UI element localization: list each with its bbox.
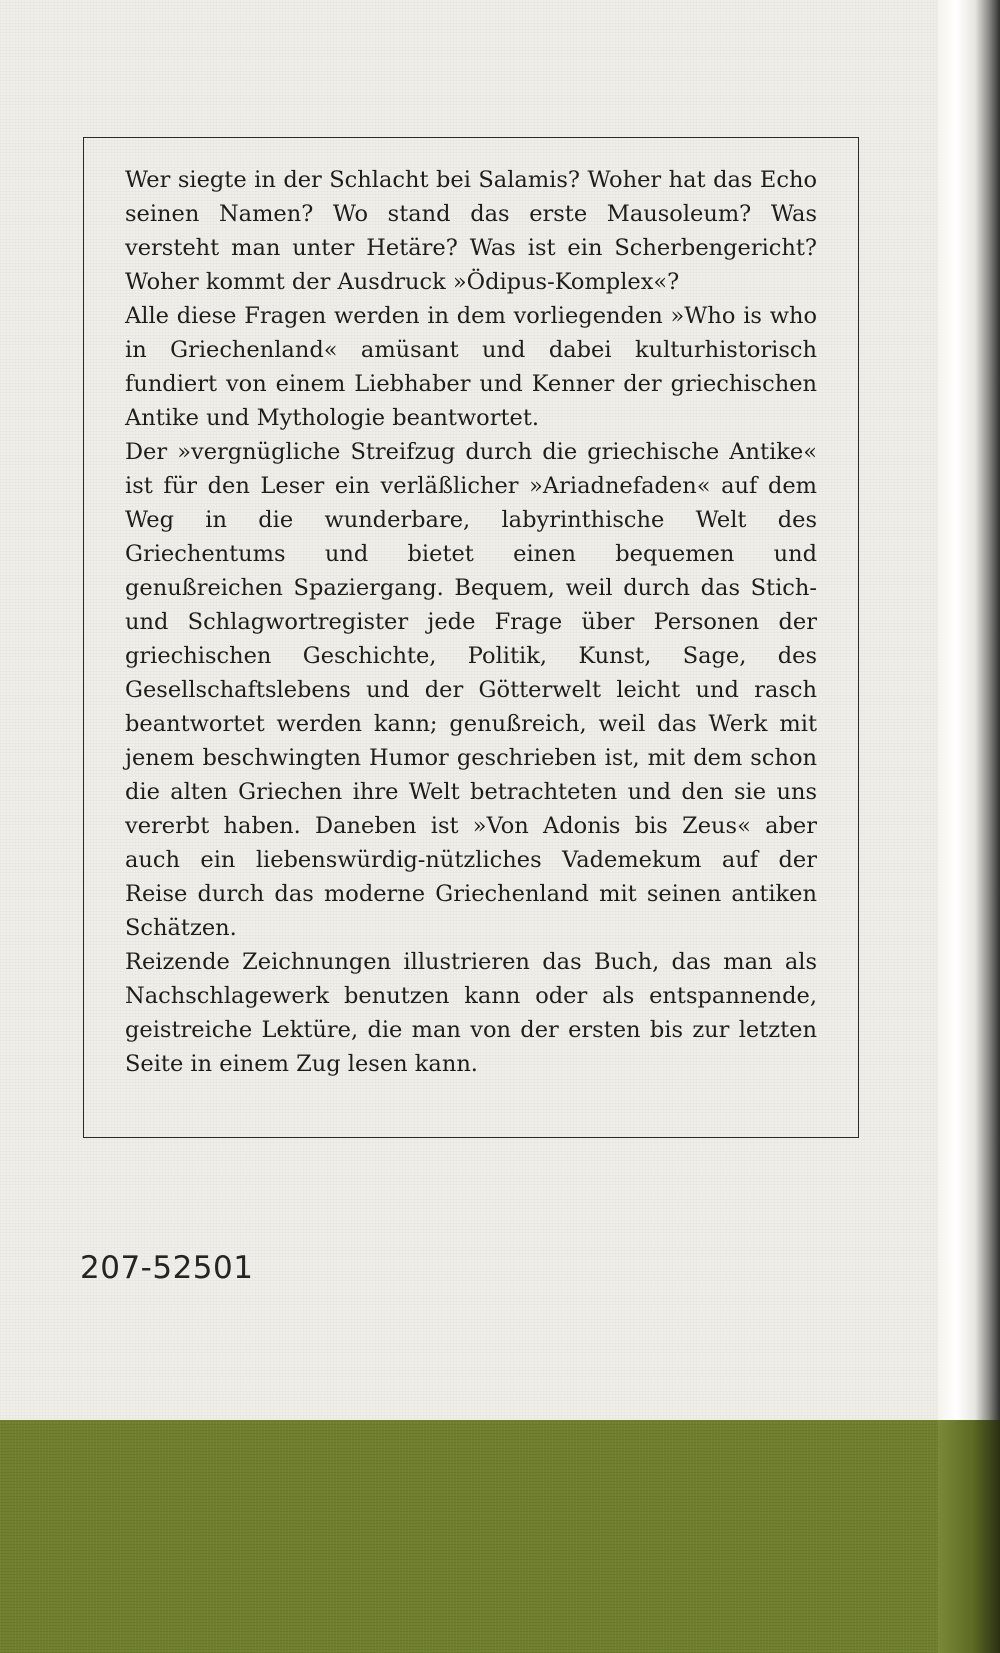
catalog-number: 207-52501 [80,1250,254,1286]
blurb-paragraph-who-is-who: Alle diese Fragen werden in dem vorliegenden »Who is who in Griechenland« amüsant und dabei kulturhistorisch fundiert von einem Liebhaber und Kenner der griechischen Antike und Mythologie beantwortet. [125,303,817,431]
blurb-text [125,163,817,1081]
spine-edge [938,0,1000,1653]
blurb-paragraph-questions: Wer siegte in der Schlacht bei Salamis? Woher hat das Echo seinen Namen? Wo stand das erste Mausoleum? Was versteht man unter Hetäre? Was ist ein Scherbengericht? Woher kommt der Ausdruck »Ödipus-Komplex«? [125,167,817,295]
blurb-paragraph-zeichnungen: Reizende Zeichnungen illustrieren das Buch, das man als Nachschlagewerk benutzen kann oder als entspannende, geistreiche Lektüre, die man von der ersten bis zur letzten Seite in einem Zug lesen kann. [125,949,817,1077]
green-band-spine-edge [938,1420,1000,1653]
blurb-paragraph-streifzug: Der »vergnügliche Streifzug durch die griechische Antike« ist für den Leser ein verläßlicher »Ariadnefaden« auf dem Weg in die wunderbare, labyrinthische Welt des Griechentums und bietet einen bequemen und genußreichen Spaziergang. Bequem, weil durch das Stich- und Schlagwortregister jede Frage über Personen der griechischen Geschichte, Politik, Kunst, Sage, des Gesellschaftslebens und der Götterwelt leicht und rasch beantwortet werden kann; genußreich, weil das Werk mit jenem beschwingten Humor geschrieben ist, mit dem schon die alten Griechen ihre Welt betrachteten und den sie uns vererbt haben. Daneben ist »Von Adonis bis Zeus« aber auch ein liebenswürdig-nützliches Vademekum auf der Reise durch das moderne Griechenland mit seinen antiken Schätzen. [125,439,817,941]
green-cloth-band [0,1420,940,1653]
